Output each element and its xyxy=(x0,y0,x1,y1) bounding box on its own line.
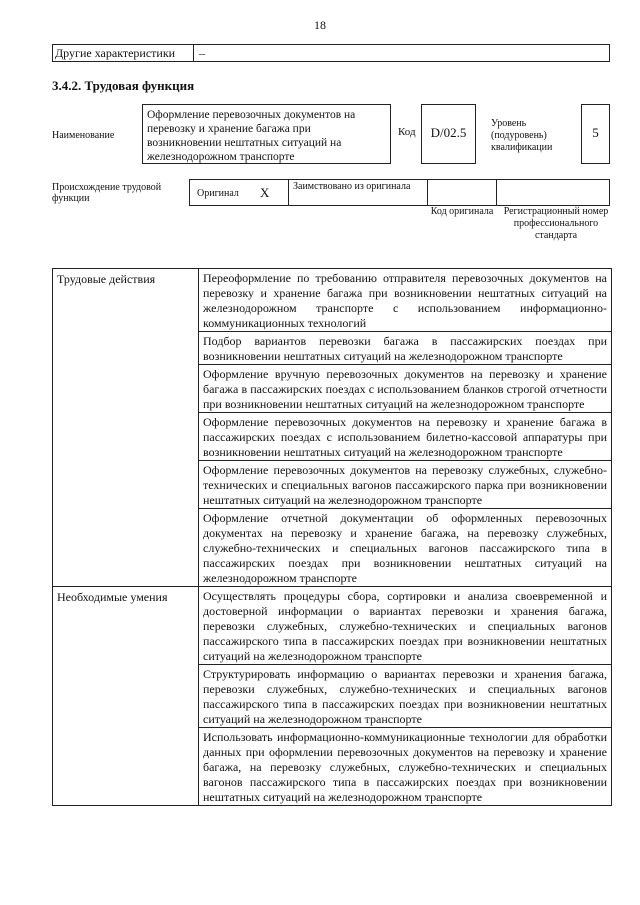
borrowed-cell: Заимствовано из оригинала xyxy=(288,179,428,206)
registration-number-cell xyxy=(496,179,610,206)
origin-table xyxy=(190,179,610,206)
function-code-box: D/02.5 xyxy=(421,104,476,164)
table-row xyxy=(53,269,612,332)
function-details-table xyxy=(52,268,612,806)
original-label: Оригинал xyxy=(197,188,239,199)
page-number: 18 xyxy=(314,18,326,32)
required-skill-item: Структурировать информацию о вариантах перевозки и хранения багажа, перевозки служебных, служебно-технических и специальных вагонов пассажирского типа в пассажирских поездах при возникновении нештатных ситуаций на железнодорожном транспорте xyxy=(199,665,612,728)
labor-action-item: Оформление вручную перевозочных документов на перевозку и хранение багажа в пассажирских поездах с использованием бланков строгой отчетности при возникновении нештатных ситуаций на железнодорожном транспорте xyxy=(199,365,612,413)
qualification-level-box: 5 xyxy=(581,104,610,164)
original-code-cell xyxy=(427,179,497,206)
labor-action-item: Оформление отчетной документации об оформленных перевозочных документах на перевозку и хранение багажа, на перевозку служебных, служебно-технических и специальных вагонов пассажирского типа в пассажирских поездах при возникновении нештатных ситуаций на железнодорожном транспорте xyxy=(199,509,612,587)
required-skill-item: Осуществлять процедуры сбора, сортировки и анализа своевременной и достоверной информации о вариантах перевозки и хранения багажа, перевозки служебных, служебно-технических и специальных вагонов пассажирского типа в пассажирских поездах при возникновении нештатных ситуаций на железнодорожном транспорте xyxy=(199,587,612,665)
labor-actions-label: Трудовые действия xyxy=(53,269,199,587)
origin-label: Происхождение трудовой функции xyxy=(52,182,162,204)
original-mark: X xyxy=(260,185,270,200)
function-name-box: Оформление перевозочных документов на перевозку и хранение багажа при возникновении нештатных ситуаций на железнодорожном транспорте xyxy=(142,104,391,164)
code-label: Код xyxy=(398,126,416,138)
origin-original-cell xyxy=(189,179,289,206)
labor-action-item: Оформление перевозочных документов на перевозку служебных, служебно-технических и специальных вагонов пассажирского парка при возникновении нештатных ситуаций на железнодорожном транспорте xyxy=(199,461,612,509)
table-row xyxy=(53,587,612,665)
original-code-caption: Код оригинала xyxy=(430,206,494,217)
registration-number-caption: Регистрационный номер профессионального стандарта xyxy=(503,206,609,241)
section-title: 3.4.2. Трудовая функция xyxy=(52,78,195,93)
labor-action-item: Переоформление по требованию отправителя перевозочных документов на перевозку и хранение багажа при возникновении нештатных ситуаций на железнодорожном транспорте с использованием информационно-коммуникационных технологий xyxy=(199,269,612,332)
name-label: Наименование xyxy=(52,130,115,141)
required-skills-label: Необходимые умения xyxy=(53,587,199,806)
required-skill-item: Использовать информационно-коммуникационные технологии для обработки данных при оформлении перевозочных документов на перевозку и хранение багажа, на перевозку служебных, служебно-технических и специальных вагонов пассажирского типа в пассажирских поездах при возникновении нештатных ситуаций на железнодорожном транспорте xyxy=(199,728,612,806)
qualification-level-label: Уровень (подуровень) квалификации xyxy=(491,118,553,153)
other-characteristics-label: Другие характеристики xyxy=(53,45,194,61)
other-characteristics-row xyxy=(52,44,610,62)
labor-action-item: Подбор вариантов перевозки багажа в пассажирских поездах при возникновении нештатных ситуаций на железнодорожном транспорте xyxy=(199,332,612,365)
other-characteristics-value: – xyxy=(199,46,205,60)
labor-action-item: Оформление перевозочных документов на перевозку и хранение багажа в пассажирских поездах с использованием билетно-кассовой аппаратуры при возникновении нештатных ситуаций на железнодорожном транспорте xyxy=(199,413,612,461)
